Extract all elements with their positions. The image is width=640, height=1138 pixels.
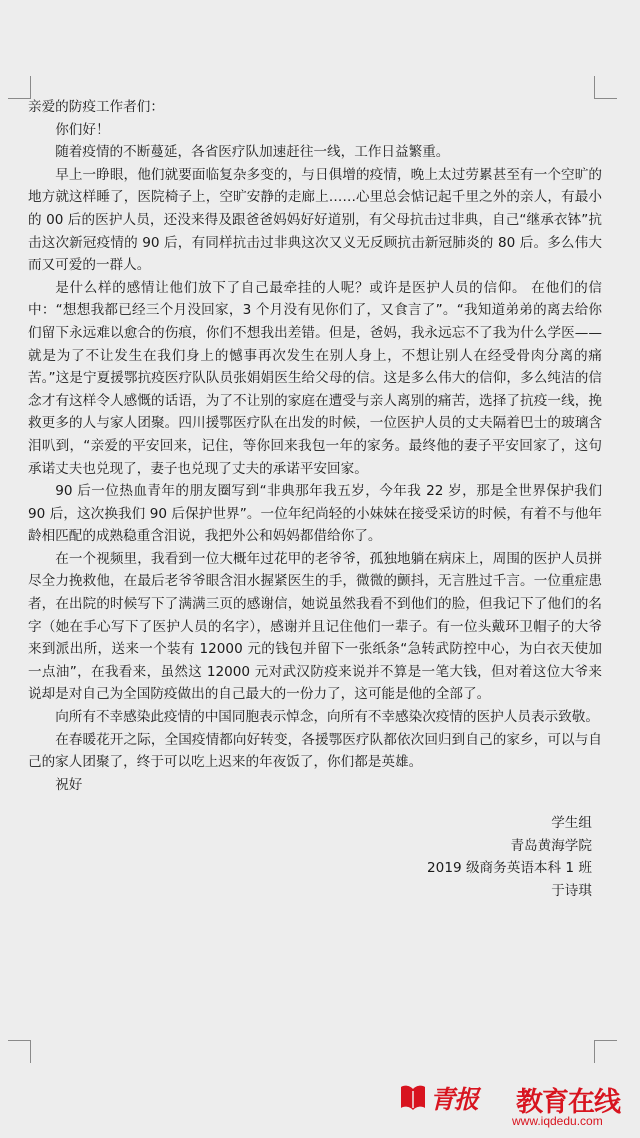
watermark — [400, 1080, 632, 1136]
letter-paragraph: 随着疫情的不断蔓延，各省医疗队加速赶往一线，工作日益繁重。 — [55, 144, 450, 161]
watermark-url: www.iqdedu.com — [512, 1114, 603, 1128]
letter-salutation: 亲爱的防疫工作者们： — [28, 99, 164, 115]
letter-paragraph: 是什么样的感情让他们放下了自己最牵挂的人呢？或许是医护人员的信仰。 在他们的信中：“想想我都已经三个月没回家，3 个月没有见你们了，又食言了”。“我知道弟弟的离去给你们留下永远难以愈合的伤痕，你们不想我出差错。但是，爸妈，我永远忘不了我为什么学医——就是为了不让发生在我们身上的憾事再次发生在别人身上，不想让别人在经受骨肉分离的痛苦。”这是宁夏援鄂抗疫医疗队队员张娟娟医生给父母的信。这是多么伟大的信仰，多么纯洁的信念才有这样令人感慨的话语，为了不让别的家庭在遭受与亲人离别的痛苦，选择了抗疫一线，挽救更多的人与家人团聚。四川援鄂医疗队在出发的时候，一位医护人员的丈夫隔着巴士的玻璃含泪叭到，“亲爱的平安回来，记住，等你回来我包一年的家务。最终他的妻子平安回家了，这句承诺丈夫也兑现了，妻子也兑现了丈夫的承诺平安回家。 — [28, 279, 602, 477]
letter-closing: 祝好 — [55, 776, 83, 793]
letter-paragraph: 在一个视频里，我看到一位大概年过花甲的老爷爷，孤独地躺在病床上，周围的医护人员拼尽全力挽救他，在最后老爷爷眼含泪水握紧医生的手，微微的颤抖，无言胜过千言。一位重症患者，在出院的时候写下了满满三页的感谢信，她说虽然我看不到他们的脸，但我记下了他们的名字（她在手心写下了医护人员的名字），感谢并且记住他们一辈子。有一位头戴环卫帽子的大爷来到派出所，送来一个装有 12000 元的钱包并留下一张纸条“急转武防控中心，为白衣天使加一点油”，在我看来，虽然这 12000 元对武汉防疫来说并不算是一笔大钱，但对着这位大爷来说却是对自己为全国防疫做出的自己最大的一份力了，这可能是他的全部了。 — [28, 550, 602, 703]
letter-body — [28, 96, 602, 796]
book-logo-icon — [400, 1082, 426, 1112]
signature-class: 2019 级商务英语本科 1 班 — [427, 860, 592, 877]
letter-paragraph: 在春暖花开之际，全国疫情都向好转变，各援鄂医疗队都依次回归到自己的家乡，可以与自己的家人团聚了，终于可以吃上迟来的年夜饭了，你们都是英雄。 — [28, 731, 602, 771]
signature-block — [427, 812, 592, 902]
margin-corner-bottom-left — [8, 1040, 31, 1063]
letter-paragraph: 向所有不幸感染此疫情的中国同胞表示悼念，向所有不幸感染次疫情的医护人员表示致敬。 — [55, 709, 599, 726]
watermark-brand: 青报 — [430, 1085, 479, 1114]
signature-name: 于诗琪 — [551, 882, 592, 899]
margin-corner-bottom-right — [594, 1040, 617, 1063]
signature-school: 青岛黄海学院 — [510, 837, 592, 854]
letter-paragraph: 90 后一位热血青年的朋友圈写到“非典那年我五岁，今年我 22 岁，那是全世界保护我们 90 后，这次换我们 90 后保护世界”。一位年纪尚轻的小妹妹在接受采访的时候，有着不与他年龄相匹配的成熟稳重含泪说，我把外公和妈妈都借给你了。 — [28, 483, 602, 545]
letter-paragraph: 早上一睁眼，他们就要面临复杂多变的，与日俱增的疫情，晚上太过劳累甚至有一个空旷的地方就这样睡了，医院椅子上，空旷安静的走廊上……心里总会惦记起千里之外的亲人，有最小的 00 后的医护人员，还没来得及跟爸爸妈妈好好道别，有父母抗击过非典，自己“继承衣钵”抗击这次新冠疫情的 90 后，有同样抗击过非典这次又义无反顾抗击新冠肺炎的 80 后。多么伟大而又可爱的一群人。 — [28, 166, 602, 274]
letter-greeting: 你们好！ — [55, 121, 110, 138]
signature-group: 学生组 — [551, 815, 592, 831]
watermark-title: 教育在线 — [516, 1087, 620, 1118]
